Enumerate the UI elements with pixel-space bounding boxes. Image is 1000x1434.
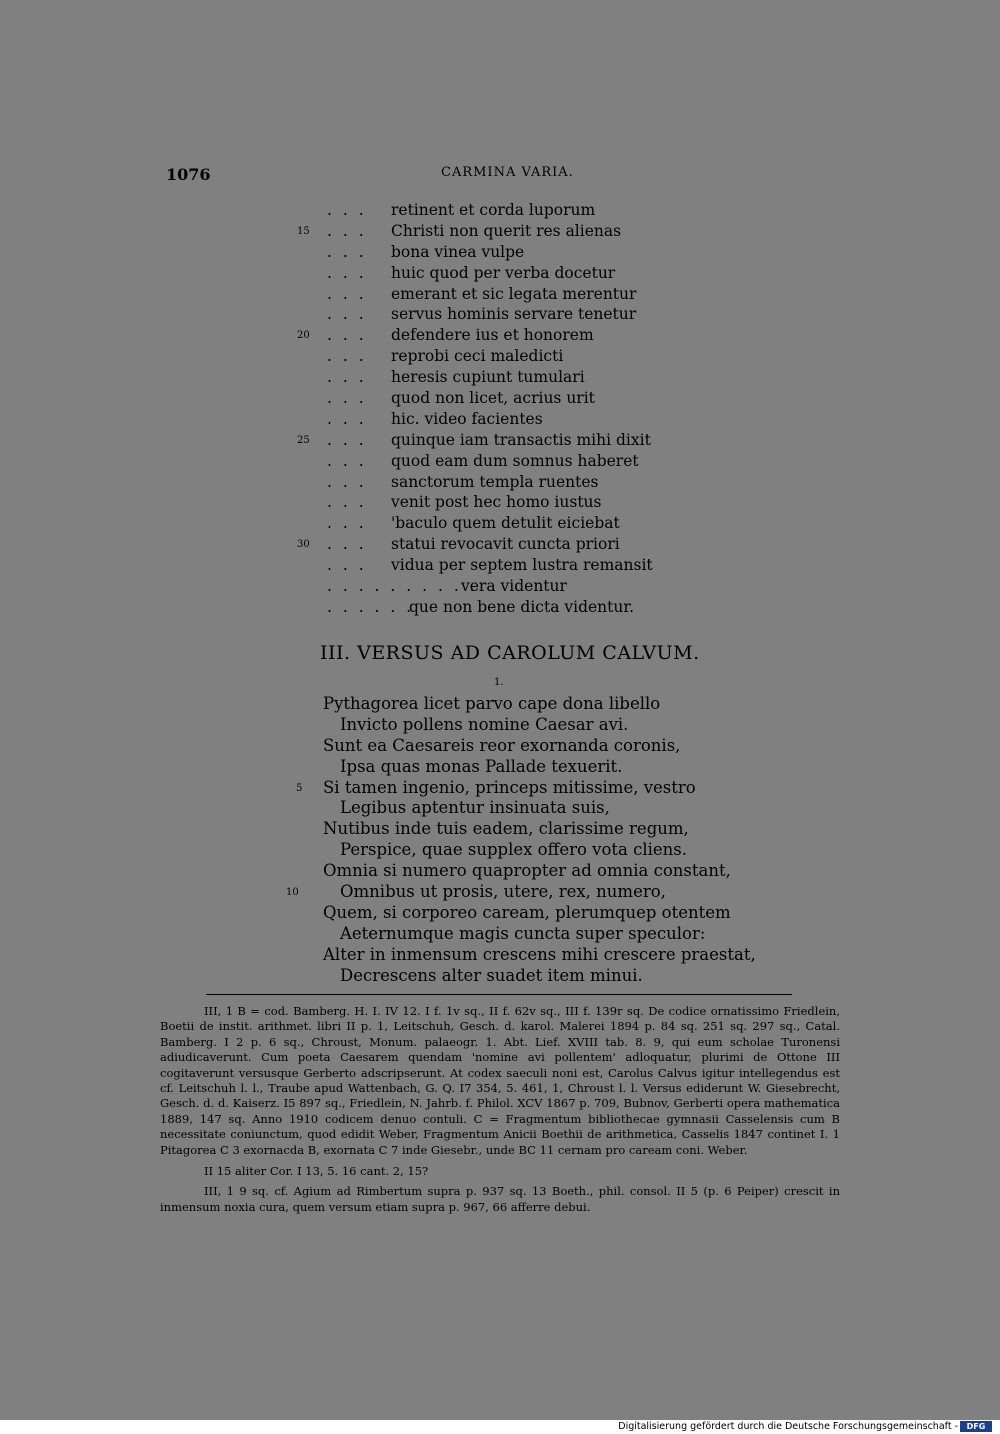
lacuna-dots: . . . [327,389,367,408]
verse-line [297,492,817,513]
poem-line [290,819,770,840]
poem-line [290,840,770,861]
lacuna-dots: . . . [327,201,367,219]
note-ii: II 15 aliter Cor. I 13, 5. 16 cant. 2, 15? [204,1164,429,1179]
lacuna-dots: . . . [327,305,367,324]
poem-text: Legibus aptentur insinuata suis, [340,798,610,818]
poem-text: Perspice, quae supplex offero vota cliens. [340,840,688,860]
footnote-rule [206,994,792,995]
poem-line [290,736,770,757]
verse-line [297,221,817,242]
lacuna-dots: . . . [327,242,367,261]
verse-line [297,346,817,367]
poem-line [290,861,770,882]
verse-line [297,409,817,430]
poem-line [290,757,770,778]
verse-line [297,367,817,388]
lacuna-dots: . . . . . . . . . . [327,577,478,596]
verse-text: huic quod per verba docetur [391,263,616,282]
section-title: III. VERSUS AD CAROLUM CALVUM. [320,642,700,664]
poem-text: Aeternumque magis cuncta super speculor: [340,923,706,943]
poem-text: Sunt ea Caesareis reor exornanda coronis, [323,735,681,755]
poem-line [290,715,770,736]
poem-line [290,903,770,924]
lacuna-dots: . . . [327,409,367,428]
verse-text: reprobi ceci maledicti [391,347,564,366]
lacuna-dots: . . . [327,451,367,470]
poem-text: Omnia si numero quapropter ad omnia constant, [323,861,731,881]
poem-line [286,882,770,903]
note-iii: III, 1 9 sq. cf. Agium ad Rimbertum supra p. 937 sq. 13 Boeth., phil. consol. II 5 (p. 6 Peiper) crescit in inmensum noxia cura, quem versum etiam supra p. 967, 66 afferre debui. [160,1184,840,1214]
lacuna-dots: . . . [327,556,367,575]
page-number: 1076 [166,165,211,184]
lacuna-dots: . . . [327,472,367,491]
footnotes [160,1004,840,1215]
verse-line [297,430,817,451]
verse-text: defendere ius et honorem [391,326,594,345]
line-number: 5 [296,782,303,794]
dfg-logo: DFG [960,1421,992,1432]
verse-line [297,451,817,472]
lacuna-dots: . . . [327,368,367,387]
verse-line [297,304,817,325]
line-number: 10 [286,887,299,899]
verse-text: que non bene dicta videntur. [409,597,634,616]
fragment-verses [297,200,817,618]
verse-text: heresis cupiunt tumulari [391,368,585,387]
verse-line [297,555,817,576]
verse-text: vera videntur [461,577,567,596]
verse-text: sanctorum templa ruentes [391,472,599,491]
lacuna-dots: . . . [327,535,367,554]
verse-text: emerant et sic legata merentur [391,284,637,303]
poem-text: Pythagorea licet parvo cape dona libello [323,694,661,713]
poem-line [290,694,770,715]
verse-text: venit post hec homo iustus [391,493,602,512]
lacuna-dots: . . . [327,284,367,303]
apparatus-note [160,1004,840,1158]
verse-line [297,200,817,221]
verse-line [297,597,817,618]
poem-text: Si tamen ingenio, princeps mitissime, vestro [323,777,696,797]
lacuna-dots: . . . . . . [327,597,415,616]
verse-text: quod eam dum somnus haberet [391,451,639,470]
line-number: 30 [297,539,310,551]
poem-line [290,778,770,799]
verse-line [297,388,817,409]
poem-line [290,798,770,819]
verse-text: statui revocavit cuncta priori [391,535,620,554]
poem-text: Nutibus inde tuis eadem, clarissime regum, [323,819,689,839]
lacuna-dots: . . . [327,430,367,449]
verse-text: bona vinea vulpe [391,242,525,261]
poem-text: Invicto pollens nomine Caesar avi. [340,714,629,734]
lacuna-dots: . . . [327,326,367,345]
verse-text: quod non licet, acrius urit [391,389,595,408]
verse-line [297,263,817,284]
verse-text: retinent et corda luporum [391,201,596,219]
poem-line [290,966,770,987]
apparatus-text: III, 1 B = cod. Bamberg. H. I. IV 12. I f. 1v sq., II f. 62v sq., III f. 139r sq. De codice ornatissimo Friedlein, Boetii de instit. arithmet. libri II p. 1, Leitschuh, Gesch. d. karol. Malerei 1894 p. 84 sq. 251 sq. 297 sq., Catal. Bamberg. I 2 p. 6 sq., Chroust, Monum. palaeogr. 1. Abt. Lief. XVIII tab. 8. 9, qui eum scholae Turonensi adiudicaverunt. Cum poeta Caesarem quendam 'nomine avi pollentem' adloquatur, plurimi de Ottone III cogitaverunt versusque Gerberto adscripserunt. At codex saeculi noni est, Carolus Calvus igitur intellegendus est cf. Leitschuh l. l., Traube apud Wattenbach, G. Q. I7 354, 5. 461, 1, Chroust l. l. Versus ediderunt W. Giesebrecht, Gesch. d. d. Kaiserz. I5 897 sq., Friedlein, N. Jahrb. f. Philol. XCV 1867 p. 709, Bubnov, Gerberti opera mathematica 1889, 147 sq. Anno 1910 codicem denuo contuli. C = Fragmentum bibliothecae gymnasii Casselensis cum B necessitate coniunctum, quod edidit Weber, Fragmentum Anicii Boethii de arithmetica, Casselis 1847 continet I. 1 Pitagorea C 3 exornacda B, exornata C 7 inde Giesebr., unde BC 11 cernam pro caream coni. Weber. [160,1004,840,1157]
verse-text: quinque iam transactis mihi dixit [391,430,651,449]
lacuna-dots: . . . [327,263,367,282]
verse-text: 'baculo quem detulit eiciebat [391,514,620,533]
poem-line [290,924,770,945]
verse-line [297,576,817,597]
poem-text: Quem, si corporeo caream, plerumquep otentem [323,902,731,922]
line-number: 15 [297,225,310,237]
verse-text: Christi non querit res alienas [391,221,622,240]
verse-text: vidua per septem lustra remansit [391,556,653,575]
verse-text: servus hominis servare tenetur [391,305,637,324]
lacuna-dots: . . . [327,493,367,512]
poem-verses [286,694,770,986]
lacuna-dots: . . . [327,514,367,533]
verse-line [297,284,817,305]
verse-line [297,513,817,534]
poem-text: Omnibus ut prosis, utere, rex, numero, [340,882,666,902]
running-title: CARMINA VARIA. [441,165,574,180]
line-number: 25 [297,434,310,446]
poem-line [290,945,770,966]
lacuna-dots: . . . [327,221,367,240]
section-number: 1. [494,677,504,688]
verse-text: hic. video facientes [391,409,543,428]
line-number: 20 [297,330,310,342]
poem-text: Decrescens alter suadet item minui. [340,965,643,985]
verse-line [297,325,817,346]
lacuna-dots: . . . [327,347,367,366]
poem-text: Alter in inmensum crescens mihi crescere praestat, [323,944,756,964]
poem-text: Ipsa quas monas Pallade texuerit. [340,756,623,776]
verse-line [297,472,817,493]
verse-line [297,242,817,263]
verse-line [297,534,817,555]
footer-credit: Digitalisierung gefördert durch die Deutsche Forschungsgemeinschaft - [618,1421,958,1432]
